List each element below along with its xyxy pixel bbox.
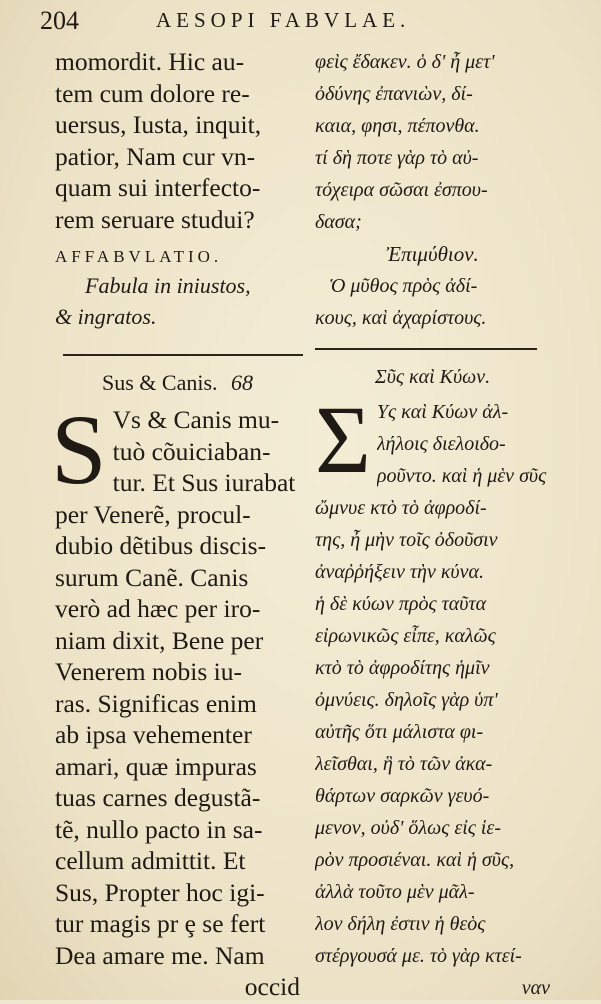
greek-fable-text <box>315 386 550 1004</box>
text-line: ἀναῤῥήξειν τὴν κύνα. <box>315 561 484 583</box>
text-line: dubio dẽtibus discis- <box>55 531 267 560</box>
text-line: niam dixit, Bene per <box>55 625 264 655</box>
text-line: Venerem nobis iu- <box>55 657 242 686</box>
text-line: εἰρωνικῶς εἶπε, καλῶς <box>315 625 496 647</box>
text-line: quam sui interfecto- <box>55 173 261 202</box>
text-line: ras. Significas enim <box>55 688 257 718</box>
text-line: momordit. Hic au- <box>55 47 245 76</box>
text-line: ὀδύνης ἐπανιὼν, δί- <box>315 83 473 105</box>
text-line: λον δήλη ἐστιν ἡ θεὸς <box>315 913 486 935</box>
text-line: Fabula in iniustos, <box>85 273 251 298</box>
epimythion-heading: Ἐπιμύθιον. <box>386 242 479 266</box>
latin-moral <box>55 270 300 332</box>
latin-column <box>51 46 300 1003</box>
text-line: λήλοις διελοιδο- <box>376 433 506 455</box>
fable-title-text: Sus & Canis. <box>101 370 218 395</box>
text-line: tuò cõuiciaban- <box>112 436 271 466</box>
latin-fable-text <box>51 394 300 1003</box>
text-line: rem seruare studui? <box>55 204 255 234</box>
text-line: verò ad hæc per iro- <box>55 594 261 623</box>
text-line: ρὸν προσιέναι. καὶ ἡ σῦς, <box>315 849 515 871</box>
catchword: occid <box>244 972 300 1001</box>
greek-moral <box>315 270 550 334</box>
text-line: uersus, Iusta, inquit, <box>55 110 262 139</box>
text-line: per Venerẽ, procul- <box>55 499 251 529</box>
greek-top-text <box>315 46 550 238</box>
text-line: δασα; <box>315 211 362 233</box>
text-line: αὐτῆς ὅτι μάλιστα φι- <box>315 721 484 743</box>
text-line: Vs & Canis mu- <box>112 405 280 434</box>
text-line: ὤμνυε κτὸ τὸ ἀφροδί- <box>315 497 487 519</box>
text-line: Ὁ μῦθος πρὸς ἀδί- <box>329 275 478 297</box>
text-line: ἀλλὰ τοῦτο μὲν μᾶλ- <box>315 881 475 903</box>
greek-fable-title: Σῦς καὶ Κύων. <box>374 366 491 388</box>
text-line: θάρτων σαρκῶν γευό- <box>315 785 490 807</box>
page-number: 204 <box>40 6 79 35</box>
text-line: ab ipsa vehementer <box>55 720 252 749</box>
text-line: στέργουσά με. τὸ γὰρ κτεί- <box>315 945 522 967</box>
text-line: tur. Et Sus iurabat <box>112 468 296 497</box>
text-line: κτὸ τὸ ἀφροδίτης ἡμῖν <box>315 657 490 679</box>
text-line: ροῦντο. καὶ ἡ μὲν σῦς <box>376 465 547 487</box>
text-line: καια, φησι, πέπονθα. <box>315 115 480 137</box>
text-line: κους, καὶ ἀχαρίστους. <box>315 307 487 329</box>
catchword: ναν <box>521 977 550 999</box>
text-line: Υς καὶ Κύων ἀλ- <box>376 401 509 423</box>
divider-rule <box>315 348 537 350</box>
text-line: amari, quæ impuras <box>55 751 257 781</box>
text-line: & ingratos. <box>55 304 157 329</box>
text-line: λεῖσθαι, ἣ τὸ τῶν ἀκα- <box>315 753 493 775</box>
text-line: cellum admittit. Et <box>55 846 246 875</box>
text-line: της, ἦ μὴν τοῖς ὀδοῦσιν <box>315 529 498 551</box>
page-header <box>40 4 560 40</box>
text-line: μενον, οὐδ' ὅλως εἰς ἱε- <box>315 817 501 839</box>
text-line: tem cum dolore re- <box>55 78 250 108</box>
text-line: ὀμνύεις. δηλοῖς γὰρ ὑπ' <box>315 689 498 711</box>
text-line: Sus, Propter hoc igi- <box>55 877 265 907</box>
text-line: τόχειρα σῶσαι ἐσπου- <box>315 179 488 201</box>
text-line: τί δὴ ποτε γὰρ τὸ αὐ- <box>315 147 479 169</box>
text-line: surum Canẽ. Canis <box>55 562 249 592</box>
text-line: tur magis pr ȩ se fert <box>55 909 266 938</box>
dropcap-letter: S <box>51 394 107 505</box>
text-line: ἡ δὲ κύων πρὸς ταῦτα <box>315 593 487 615</box>
fable-number: 68 <box>231 370 254 395</box>
greek-column <box>315 46 550 1004</box>
text-line: patior, Nam cur vn- <box>55 141 256 171</box>
text-line: Dea amare me. Nam <box>55 940 265 970</box>
running-title: AESOPI FABVLAE. <box>156 8 411 32</box>
dropcap-letter: Σ <box>315 386 371 493</box>
text-line: tẽ, nullo pacto in sa- <box>55 814 263 844</box>
divider-rule <box>63 354 303 356</box>
latin-top-text <box>55 46 300 235</box>
affabulatio-heading: AFFABVLATIO. <box>55 247 223 266</box>
text-line: φεὶς ἔδακεν. ὁ δ' ἦ μετ' <box>315 51 495 73</box>
text-line: tuas carnes degustã- <box>55 783 261 812</box>
